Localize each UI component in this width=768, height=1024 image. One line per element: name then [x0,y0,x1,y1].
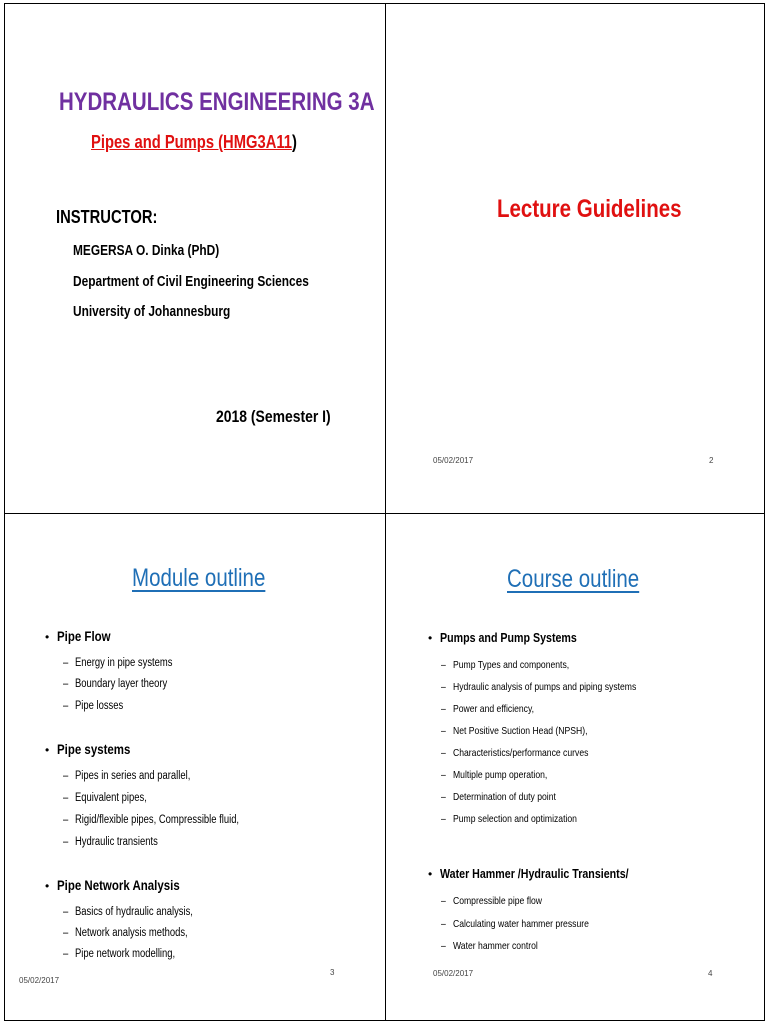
list-item: – Multiple pump operation, [441,769,548,781]
list-item: – Pipe network modelling, [63,948,176,960]
dash-icon: – [63,770,69,782]
dash-icon: – [63,836,69,848]
slide-4-course-outline [385,513,765,1021]
dash-icon: – [63,906,69,918]
dash-icon: – [441,703,446,715]
semester-label: 2018 (Semester I) [216,407,331,426]
section-pipe-network [45,877,207,895]
slide-date: 05/02/2017 [19,976,60,985]
section-title: Pumps and Pump Systems [440,630,578,645]
dash-icon: – [441,813,446,825]
dash-icon: – [63,814,69,826]
dash-icon: – [63,948,69,960]
list-item: – Pump Types and components, [441,659,570,671]
bullet-icon: • [428,867,433,881]
dash-icon: – [441,659,446,671]
bullet-icon: • [428,631,433,645]
list-item: – Boundary layer theory [63,678,168,690]
dash-icon: – [441,747,446,759]
instructor-label: INSTRUCTOR: [56,207,158,227]
section-pipe-systems [45,741,147,759]
slide-heading: Module outline [132,564,266,592]
section-title: Water Hammer /Hydraulic Transients/ [440,866,629,881]
section-pipe-flow [45,628,123,646]
section-water-hammer [428,865,670,883]
list-item: – Power and efficiency, [441,703,534,715]
dash-icon: – [63,700,69,712]
list-item: – Water hammer control [441,940,538,952]
course-subtitle-paren: ) [291,132,297,152]
slide-date: 05/02/2017 [433,456,474,465]
list-item: – Equivalent pipes, [63,792,148,804]
dash-icon: – [63,927,69,939]
dash-icon: – [441,791,446,803]
dash-icon: – [441,769,446,781]
dash-icon: – [441,725,446,737]
dash-icon: – [63,657,69,669]
course-title: HYDRAULICS ENGINEERING 3A [59,88,375,116]
instructor-university: University of Johannesburg [73,304,231,320]
dash-icon: – [441,940,446,952]
list-item: – Hydraulic transients [63,836,159,848]
section-pumps [428,629,607,647]
slide-heading: Lecture Guidelines [497,195,682,223]
slide-number: 3 [330,968,335,977]
section-title: Pipe Flow [57,628,111,644]
slide-date: 05/02/2017 [433,969,474,978]
dash-icon: – [63,792,69,804]
slide-number: 4 [708,969,713,978]
list-item: – Pipe losses [63,700,124,712]
slide-1-title [4,3,386,514]
slide-3-module-outline [4,513,386,1021]
list-item: – Calculating water hammer pressure [441,918,589,930]
slide-number: 2 [709,456,714,465]
list-item: – Determination of duty point [441,791,556,803]
list-item: – Net Positive Suction Head (NPSH), [441,725,588,737]
list-item: – Network analysis methods, [63,927,189,939]
dash-icon: – [441,918,446,930]
bullet-icon: • [45,743,50,757]
section-title: Pipe Network Analysis [57,877,180,893]
list-item: – Rigid/flexible pipes, Compressible fluid, [63,814,240,826]
slide-2-guidelines [385,3,765,514]
bullet-icon: • [45,630,50,644]
course-subtitle: Pipes and Pumps (HMG3A11 [91,132,292,152]
list-item: – Energy in pipe systems [63,657,173,669]
list-item: – Compressible pipe flow [441,895,542,907]
instructor-department: Department of Civil Engineering Sciences [73,274,309,290]
list-item: – Hydraulic analysis of pumps and piping systems [441,681,637,693]
list-item: – Pipes in series and parallel, [63,770,191,782]
section-title: Pipe systems [57,741,131,757]
list-item: – Characteristics/performance curves [441,747,589,759]
list-item: – Basics of hydraulic analysis, [63,906,194,918]
instructor-name: MEGERSA O. Dinka (PhD) [73,243,220,259]
dash-icon: – [63,678,69,690]
list-item: – Pump selection and optimization [441,813,577,825]
dash-icon: – [441,895,446,907]
dash-icon: – [441,681,446,693]
bullet-icon: • [45,879,50,893]
slide-heading: Course outline [507,565,640,593]
